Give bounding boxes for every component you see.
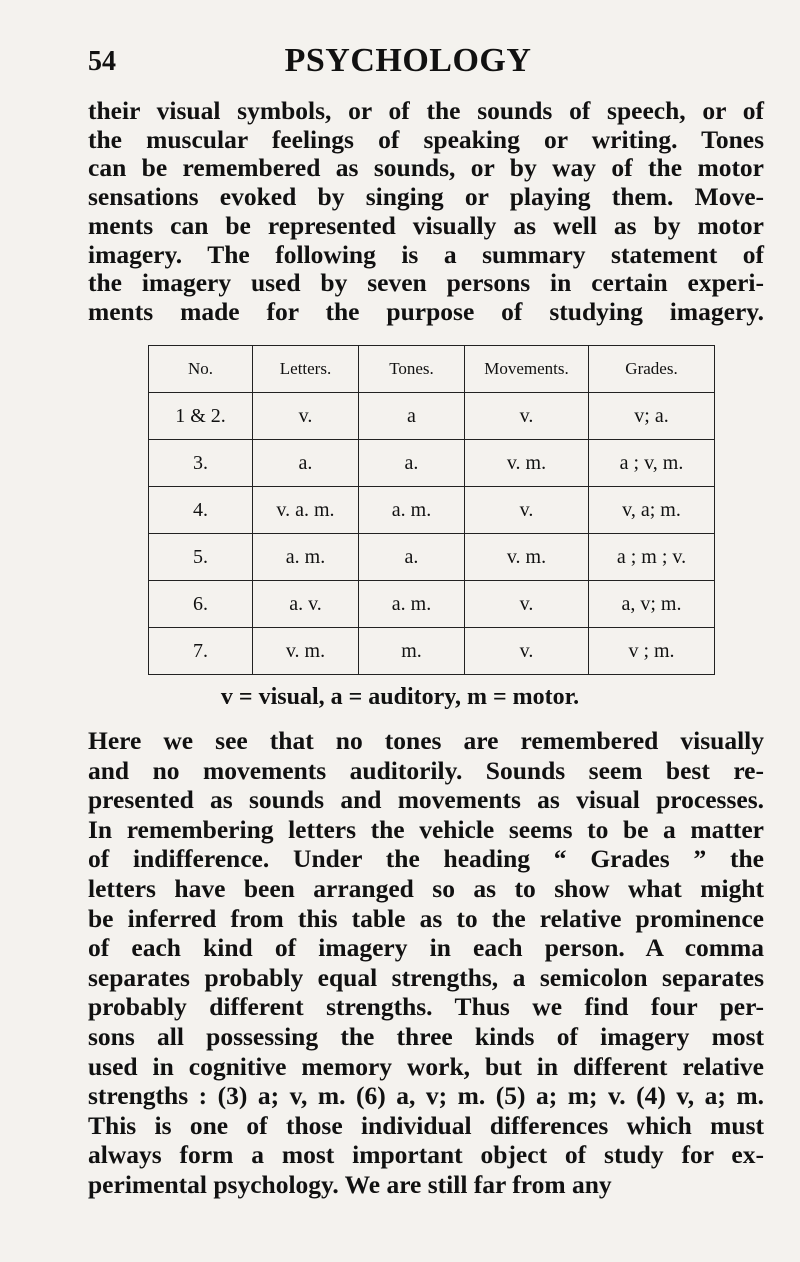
text-line: be inferred from this table as to the relative prominence [88, 903, 764, 933]
cell-letters: v. [253, 393, 359, 440]
cell-tones: a [359, 393, 465, 440]
cell-letters: a. v. [253, 581, 359, 628]
cell-movements: v. [465, 393, 589, 440]
text-line: of each kind of imagery in each person. A comma [88, 933, 764, 963]
text-line: perimental psychology. We are still far from any [88, 1169, 612, 1199]
table-row [149, 628, 715, 675]
discussion-paragraph [88, 726, 764, 1200]
cell-movements: v. [465, 628, 589, 675]
cell-letters: a. [253, 440, 359, 487]
header-grades: Grades. [589, 346, 715, 393]
cell-movements: v. [465, 487, 589, 534]
intro-paragraph [88, 97, 764, 327]
imagery-table [148, 345, 715, 675]
table-header-row [149, 346, 715, 393]
cell-no: 3. [149, 440, 253, 487]
table-legend: v = visual, a = auditory, m = motor. [220, 684, 580, 710]
text-line: the imagery used by seven persons in certain experi- [88, 268, 764, 298]
text-line: ments can be represented visually as well as by motor [88, 210, 764, 240]
cell-movements: v. m. [465, 440, 589, 487]
cell-grades: v; a. [589, 393, 715, 440]
page-number: 54 [88, 46, 116, 77]
table-row [149, 393, 715, 440]
header-letters: Letters. [253, 346, 359, 393]
cell-no: 6. [149, 581, 253, 628]
cell-grades: a ; m ; v. [589, 534, 715, 581]
cell-movements: v. [465, 581, 589, 628]
text-line: In remembering letters the vehicle seems to be a matter [88, 814, 764, 844]
cell-tones: a. [359, 534, 465, 581]
text-line: always form a most important object of study for ex- [88, 1140, 764, 1170]
cell-no: 4. [149, 487, 253, 534]
cell-grades: v, a; m. [589, 487, 715, 534]
text-line: letters have been arranged so as to show what might [88, 873, 764, 903]
table-row [149, 440, 715, 487]
text-line: and no movements auditorily. Sounds seem best re- [88, 755, 764, 785]
text-line: strengths : (3) a; v, m. (6) a, v; m. (5) a; m; v. (4) v, a; m. [88, 1081, 764, 1111]
text-line: of indifference. Under the heading “ Grades ” the [88, 844, 764, 874]
table-row [149, 581, 715, 628]
cell-tones: a. [359, 440, 465, 487]
cell-tones: a. m. [359, 487, 465, 534]
text-line: separates probably equal strengths, a semicolon separates [88, 962, 764, 992]
text-line: sons all possessing the three kinds of imagery most [88, 1021, 764, 1051]
cell-grades: a, v; m. [589, 581, 715, 628]
page-header [88, 42, 728, 88]
cell-grades: a ; v, m. [589, 440, 715, 487]
cell-no: 1 & 2. [149, 393, 253, 440]
text-line: ments made for the purpose of studying imagery. [88, 296, 764, 326]
text-line: Here we see that no tones are remembered visually [88, 726, 764, 755]
text-line: the muscular feelings of speaking or writing. Tones [88, 124, 764, 154]
cell-tones: a. m. [359, 581, 465, 628]
text-line: used in cognitive memory work, but in different relative [88, 1051, 764, 1081]
text-line: imagery. The following is a summary statement of [88, 239, 764, 269]
header-tones: Tones. [359, 346, 465, 393]
text-line: This is one of those individual differences which must [88, 1110, 764, 1140]
text-line: can be remembered as sounds, or by way of the motor [88, 153, 764, 183]
text-line: presented as sounds and movements as visual processes. [88, 785, 764, 815]
cell-no: 7. [149, 628, 253, 675]
cell-tones: m. [359, 628, 465, 675]
text-line: their visual symbols, or of the sounds of speech, or of [88, 96, 764, 125]
cell-grades: v ; m. [589, 628, 715, 675]
text-line: sensations evoked by singing or playing them. Move- [88, 182, 764, 212]
cell-movements: v. m. [465, 534, 589, 581]
cell-letters: v. m. [253, 628, 359, 675]
cell-letters: v. a. m. [253, 487, 359, 534]
table-row [149, 487, 715, 534]
header-movements: Movements. [465, 346, 589, 393]
text-line: probably different strengths. Thus we find four per- [88, 992, 764, 1022]
cell-no: 5. [149, 534, 253, 581]
table-row [149, 534, 715, 581]
header-no: No. [149, 346, 253, 393]
running-title: PSYCHOLOGY [284, 42, 532, 79]
cell-letters: a. m. [253, 534, 359, 581]
